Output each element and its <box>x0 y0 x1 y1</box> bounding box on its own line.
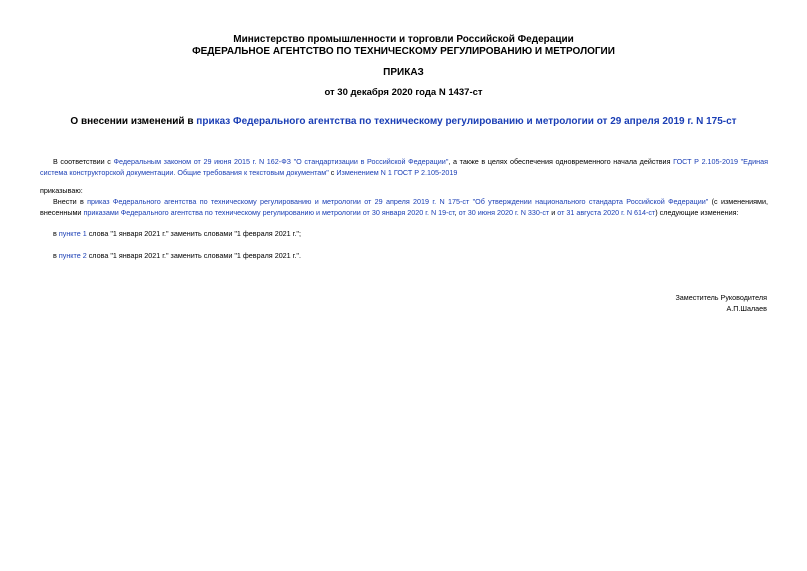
order-614-link[interactable]: от 31 августа 2020 г. N 614-ст <box>557 208 656 217</box>
amend-text-1: Внести в <box>53 197 88 206</box>
amend-text-3: , <box>454 208 459 217</box>
federal-law-link[interactable]: Федеральным законом от 29 июня 2015 г. N 162-ФЗ "О стандартизации в Российской Федерации" <box>113 157 449 166</box>
point-2-link[interactable]: пункте 2 <box>58 251 87 260</box>
title-order-link[interactable]: приказ Федерального агентства по техническому регулированию и метрологии от 29 апреля 2019 г. N 175-ст <box>196 116 737 127</box>
signatory-name: А.П.Шалаев <box>726 304 767 313</box>
amend-text-4: и <box>549 208 558 217</box>
document-title <box>0 116 807 127</box>
point-1-link[interactable]: пункте 1 <box>58 229 87 238</box>
agency-name: ФЕДЕРАЛЬНОЕ АГЕНТСТВО ПО ТЕХНИЧЕСКОМУ РЕГУЛИРОВАНИЮ И МЕТРОЛОГИИ <box>192 46 615 57</box>
paragraph-amend <box>40 196 768 218</box>
title-prefix: О внесении изменений в <box>70 116 197 127</box>
point2-text-1: в <box>53 251 59 260</box>
paragraph-basis <box>40 156 768 178</box>
point1-text-1: в <box>53 229 59 238</box>
basis-text-3: с <box>328 168 337 177</box>
paragraph-order-word: приказываю: <box>40 186 83 195</box>
point1-text-2: слова "1 января 2021 г." заменить словами "1 февраля 2021 г."; <box>86 229 301 238</box>
document-date-number: от 30 декабря 2020 года N 1437-ст <box>324 87 483 98</box>
paragraph-point-1 <box>40 228 768 239</box>
order-330-link[interactable]: от 30 июня 2020 г. N 330-ст <box>458 208 550 217</box>
gost-amendment-link[interactable]: Изменением N 1 ГОСТ Р 2.105-2019 <box>336 168 458 177</box>
ministry-name: Министерство промышленности и торговли Российской Федерации <box>233 34 574 45</box>
document-type: ПРИКАЗ <box>383 67 424 78</box>
basis-text-1: В соответствии с <box>53 157 114 166</box>
order-175-link[interactable]: приказ Федерального агентства по техническому регулированию и метрологии от 29 апреля 2019 г. N 175-ст "Об утверждении национального стандарта Российской Федерации" <box>87 197 709 206</box>
gost-link[interactable]: ГОСТ Р 2.105-2019 "Единая система конструкторской документации. Общие требования к текстовым документам" <box>40 157 768 177</box>
order-19-link[interactable]: приказами Федерального агентства по техническому регулированию и метрологии от 30 января 2020 г. N 19-ст <box>83 208 455 217</box>
point2-text-2: слова "1 января 2021 г." заменить словами "1 февраля 2021 г.". <box>86 251 301 260</box>
paragraph-point-2 <box>40 250 768 261</box>
amend-text-5: ) следующие изменения: <box>655 208 739 217</box>
basis-text-2: , а также в целях обеспечения одновременного начала действия <box>448 157 674 166</box>
amend-text-2: (с изменениями, внесенными <box>40 197 768 217</box>
signatory-position: Заместитель Руководителя <box>675 293 767 302</box>
